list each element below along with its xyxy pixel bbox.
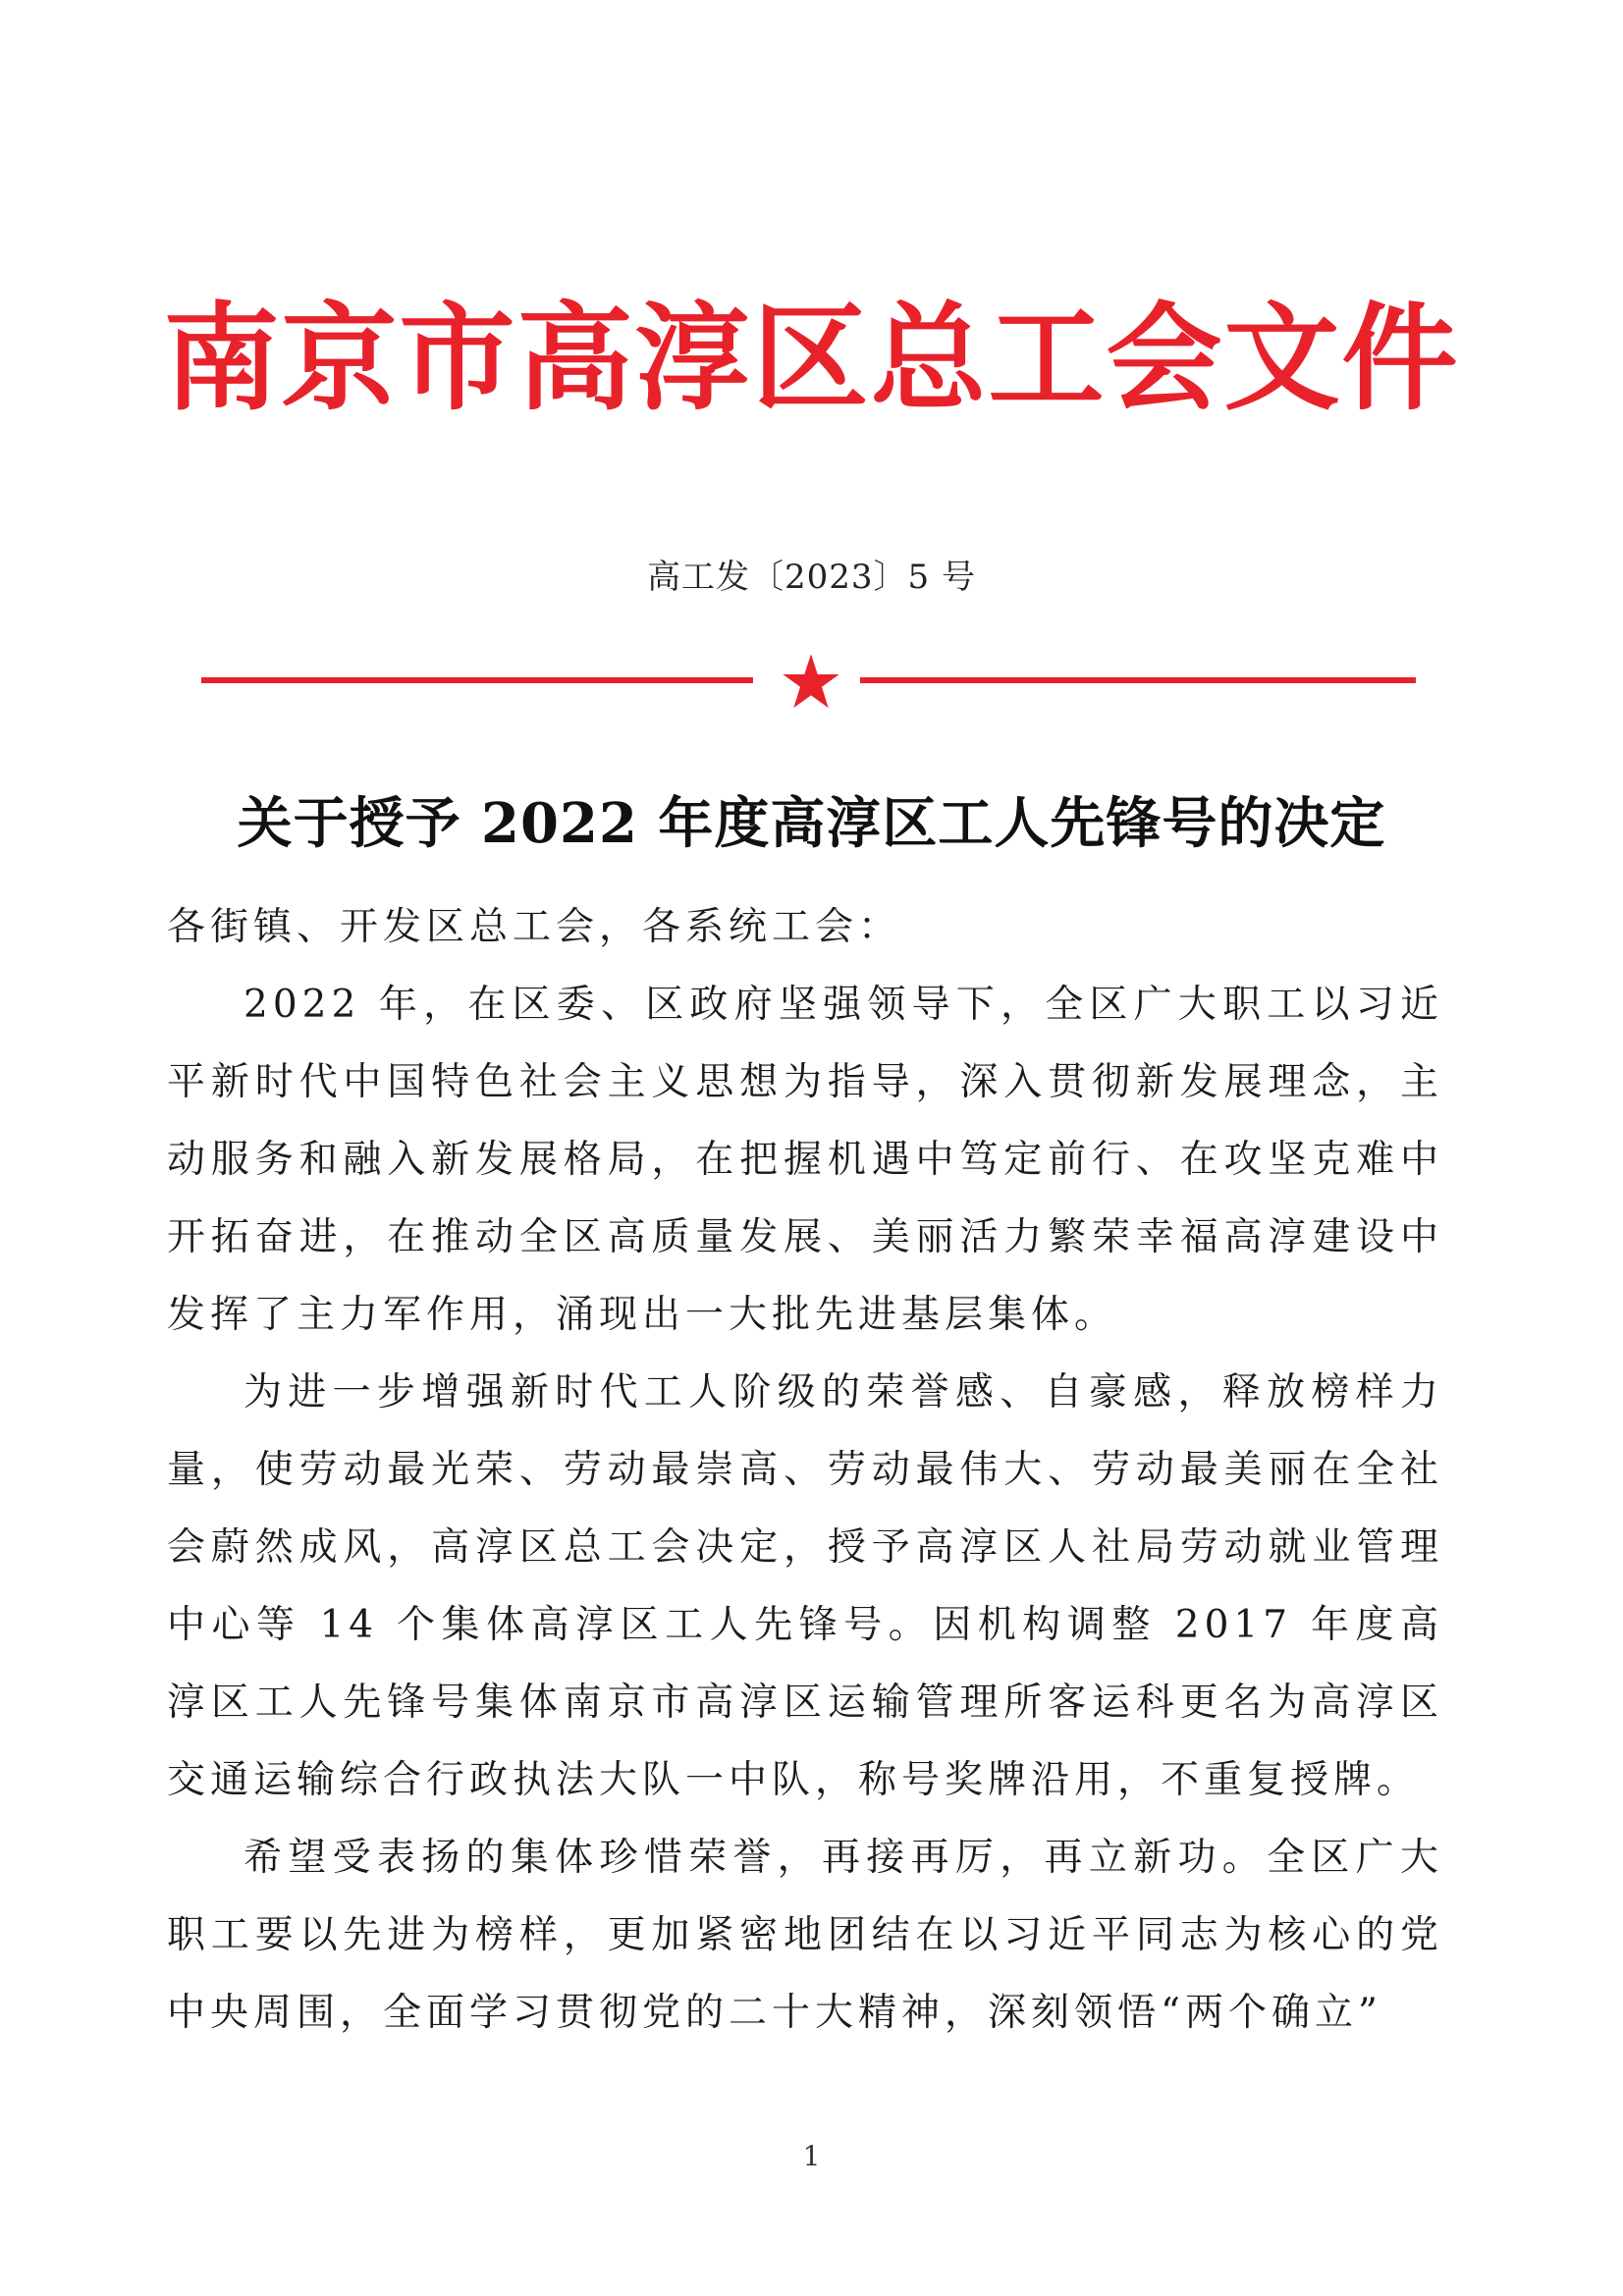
document-number: 高工发〔2023〕5 号 [647, 558, 976, 597]
document-title: 关于授予 2022 年度高淳区工人先锋号的决定 [237, 791, 1386, 856]
red-rule-right [860, 677, 1416, 683]
salutation: 各街镇、开发区总工会，各系统工会： [167, 905, 902, 949]
page-number: 1 [802, 2140, 821, 2172]
star-icon [781, 653, 841, 710]
document-body [167, 888, 1443, 2052]
masthead-title: 南京市高淳区总工会文件 [163, 290, 1460, 426]
paragraph-1: 2022 年，在区委、区政府坚强领导下，全区广大职工以习近平新时代中国特色社会主义思想为指导，深入贯彻新发展理念，主动服务和融入新发展格局，在把握机遇中笃定前行、在攻坚克难中开拓奋进，在推动全区高质量发展、美丽活力繁荣幸福高淳建设中发挥了主力军作用，涌现出一大批先进基层集体。 [167, 983, 1443, 1337]
red-rule-left [201, 677, 753, 683]
paragraph-3: 希望受表扬的集体珍惜荣誉，再接再厉，再立新功。全区广大职工要以先进为榜样，更加紧密地团结在以习近平同志为核心的党中央周围，全面学习贯彻党的二十大精神，深刻领悟“两个确立” [167, 1836, 1443, 2035]
paragraph-2: 为进一步增强新时代工人阶级的荣誉感、自豪感，释放榜样力量，使劳动最光荣、劳动最崇高、劳动最伟大、劳动最美丽在全社会蔚然成风，高淳区总工会决定，授予高淳区人社局劳动就业管理中心等 14 个集体高淳区工人先锋号。因机构调整 2017 年度高淳区工人先锋号集体南京市高淳区运输管理所客运科更名为高淳区交通运输综合行政执法大队一中队，称号奖牌沿用，不重复授牌。 [167, 1370, 1443, 1802]
